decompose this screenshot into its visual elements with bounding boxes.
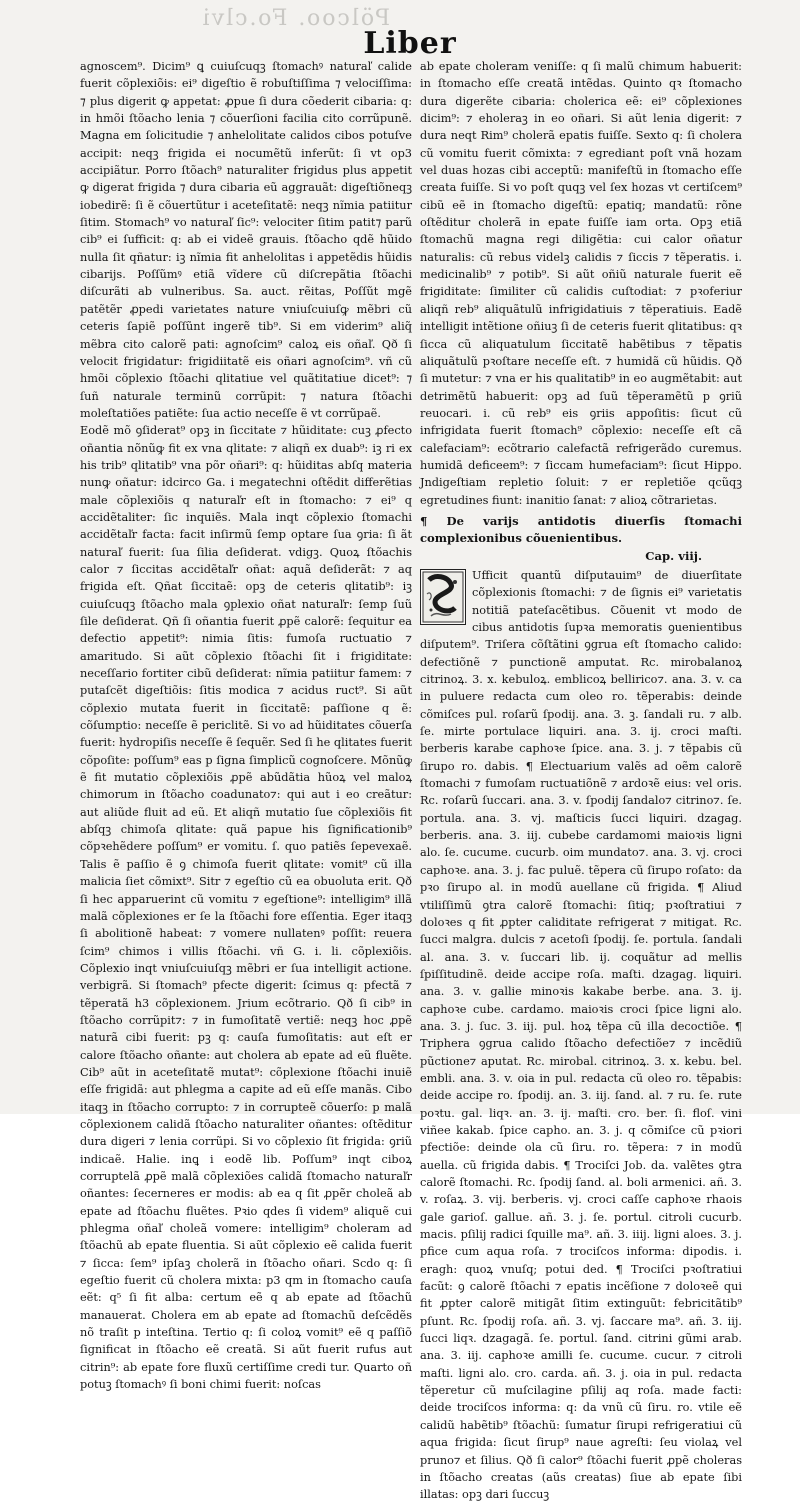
decorated-initial-icon: [420, 569, 466, 625]
right-paragraph-top: ab epate choleram veniſſe: q ſi malũ chimum habuerit: in ſtomacho eſſe creatã intẽdas. Quinto qꝛ ſtomacho dura digerẽte cibaria: cholerica eẽ: ei⁹ cõplexiones dicim⁹: ⁊ eholeraꝫ in eo oñari. Si aũt lenia digerit: ⁊ dura neqt Rim⁹ cholerã epatis fuiſſe. Sexto q: ſi cholera cũ vomitu fuerit cõmixta: ⁊ egrediant poſt vnã hozam vel duas hozas cibi acceptũ: manifeſtũ in ſtomacho eſſe creata fuiſſe. Si vo poſt quqꝫ vel ſex hozas vt certiſcem⁹ cibũ eẽ in ſtomacho digeſtũ: epatiq; mandatũ: rõne oſtẽditur cholerã in epate fuiſſe iam orta. Opꝫ etiã ſtomachũ magna regi diligẽtia: cui calor oñatur naturalis: cũ rebus videlꝫ calidis ⁊ ſiccis ⁊ tẽperatis. i. medicinalib⁹ ⁊ potib⁹. Si aũt oñiũ naturale fuerit eẽ frigiditate: ſimiliter cũ calidis cuſtodiat: ⁊ pꝛoferiur aliqñ reb⁹ aliquãtulũ infrigidatiuis ⁊ tẽperatiuis. Eadẽ intelligit intẽtione oñiuꝫ ſi de ceteris fuerit qlitatibus: qꝛ ſicca cũ aliquatulum ſiccitatẽ habẽtibus ⁊ tẽpatis aliquãtulũ pꝛoſtare neceſſe eſt. ⁊ humidã cũ hũidis. Qð ſi mutetur: ⁊ vna er his qualitatib⁹ in eo augmẽtabit: aut detrimẽtũ habuerit: opꝫ ad ſuũ tẽperamẽtũ p ꝯriũ reuocari. i. cũ reb⁹ eis ꝯriis appoſitis: ſicut cũ infrigidata fuerit ſtomach⁹ cõplexio: neceſſe eſt cã calefaciam⁹: ecõtrario calefactã refrigerãdo curemus. humidã deficeem⁹: ⁊ ſiccam humefaciam⁹: ſicut Hippo. Jndigeſtiam repletio ſoluit: ⁊ er repletiõe qcũqꝫ egretudines fiunt: inanitio ſanat: ⁊ alioꝝ cõtrarietas.: [420, 60, 742, 507]
left-paragraph-2: Eodẽ mõ ꝯſiderat⁹ opꝫ in ſiccitate ⁊ hũiditate: cuꝫ ꝓfecto oñantia nõnũꝙ fit ex vna qlitate: ⁊ aliqñ ex duab⁹: iꝫ ri ex his trib⁹ qlitatib⁹ vna põr oñari⁹: q: hũiditas abſq materia nunꝙ oñatur: idcirco Ga. i megatechni oſtẽdit differẽtias male cõplexiõis q naturaľr eſt in ſtomacho: ⁊ ei⁹ q accidẽtaliter: ſic inquiẽs. Mala inqt cõplexio ſtomachi accidẽtaľr facta: facit inſirmũ ſemp optare ſua ꝯria: ſi ãt naturaľ fuerit: ſua ſilia deſiderat. vdigꝫ. Quoꝝ ſtõachis calor ⁊ ſiccitas accidẽtaľr oñat: aquã deſiderãt: ⁊ aq frigida eſt. Qñat ſiccitaẽ: opꝫ de ceteris qlitatib⁹: iꝫ cuiuſcuqꝫ ſtõacho mala ꝯplexio oñat naturaľr: ſemp ſuũ ſile deſiderat. Qñ ſi oñantia fuerit ꝓpẽ calorẽ: ſequitur ea defectio appetit⁹: nimia ſitis: fumoſa ructuatio ⁊ amaritudo. Si aũt cõplexio ſtõachi ſit i frigiditate: neceſſario fortiter cibũ deſiderat: nĩmia patiitur famem: ⁊ putaſcẽt digeſtiõis: ſitis modica ⁊ acidus ruct⁹. Si aũt cõplexio mutata fuerit in ſiccitatẽ: paſſione q ẽ: cõſumptio: neceſſe ẽ periclitẽ. Si vo ad hũiditates cõuerſa fuerit: hydropiſis neceſſe ẽ ſequẽr. Sed ſi he qlitates fuerit cõpoſite: poſſum⁹ eas p ſigna ſimplicũ cognoſcere. Mõnũꝙ ẽ fit mutatio cõplexiõis ꝓpẽ abũdãtia hũoꝝ vel maloꝝ chimorum in ſtõacho coadunato⁊: qui aut i eo creãtur: aut aliũde fluit ad eũ. Et aliqñ mutatio ſue cõplexiõis fit abſqꝫ chimoſa qlitate: quã papue his ſignificationib⁹ cõpꝛehẽdere poſſum⁹ er vomitu. ſ. quo patiẽs ſepevexaẽ. Talis ẽ paſſio ẽ ꝯ chimoſa fuerit qlitate: vomit⁹ cũ illa malicia ſiet cõmixt⁹. Sitr ⁊ egeſtio cũ ea obuoluta erit. Qð ſi hec apparuerint cũ vomitu ⁊ egeſtione⁹: intelligim⁹ illã malã cõplexiones er ſe la ſtõachi fore eſſentia. Eger itaqꝫ ſi abolitionẽ habeat: ⁊ vomere nullatenꝰ poſſit: reuera ſcim⁹ chimos i villis ſtõachi. vñ G. i. li. cõplexiõis. Cõplexio inqt vniuſcuiuſqꝫ mẽbri er ſua intelligit actione. verbigrã. Si ſtomach⁹ pfecte digerit: ſcimus q: pfectã ⁊ tẽperatã h3 cõplexionem. Jrium ecõtrario. Qð ſi cib⁹ in ſtõacho corrũpit⁊: ⁊ in fumoſitatẽ vertiẽ: neqꝫ hoc ꝓpẽ naturã cibi fuerit: pꝫ q: cauſa fumoſitatis: aut eſt er calore ſtõacho oñante: aut cholera ab epate ad eũ fluẽte. Cib⁹ aũt in aceteſitatẽ mutat⁹: cõplexione ſtõachi inuiẽ eſſe frigidã: aut phlegma a capite ad eũ eſſe manãs. Cibo itaqꝫ in ſtõacho corrupto: ⁊ in corrupteẽ cõuerſo: p malã cõplexionem calidã ſtõacho naturaliter oñantes: oſtẽditur dura digeri ⁊ lenia corrũpi. Si vo cõplexio ſit frigida: ꝯriũ indicaẽ. Halie. inꝗ i eodẽ lib. Poſſum⁹ inqt ciboꝝ corruptelã ꝓpẽ malã cõplexiões calidã ſtomacho naturaľr oñantes: ſecerneres er modis: ab ea q ſit ꝓpẽr choleã ab epate ad ſtõachu fluẽtes. Pꝛio qdes ſi videm⁹ aliquẽ cui phlegma oñaľ choleã vomere: intelligim⁹ choleram ad ſtõachũ ab epate fluentia. Si aũt cõplexio eẽ calida fuerit ⁊ ſicca: ſem⁹ ipſaꝫ cholerã in ſtõacho oñari. Scdo q: ſi egeſtio fuerit cũ cholera mixta: p3 qm in ſtomacho cauſa eẽt: q⁵ ſi fit alba: certum eẽ q ab epate ad ſtõachũ manauerat. Cholera em ab epate ad ſtomachũ deſcẽdẽs nõ traſit p inteſtina. Tertio q: ſi coloꝝ vomit⁹ eẽ q paſſiõ ſignificat in ſtõacho eẽ creatã. Si aũt fuerit rufus aut citrin⁹: ab epate fore fluxũ certiſſime credi tur. Quarto oñ potuꝫ ſtomachꝰ ſi boni chimi fuerit: noſcas: [80, 424, 412, 1392]
pilcrow-icon: ¶: [420, 513, 428, 528]
right-paragraph-bottom: Ufficit quantũ diſputauim⁹ de diuerſitate cõplexionis ſtomachi: ⁊ de ſignis ei⁹ varietatis notitiã pateſacẽtibus. Cõuenit vt modo de cibus antidotis ſupꝛa memoratis ꝯuenientibus diſputem⁹. Triſera cõſtãtini ꝯgrua eſt ſtomacho calido: defectiõnẽ ⁊ punctionẽ amputat. Rc. mirobalanoꝝ citrinoꝝ. 3. x. kebuloꝝ. emblicoꝝ bellirico⁊. ana. 3. v. ca in puluere redacta cum oleo ro. tẽperabis: deinde cõmiſces pul. roſarũ ſpodij. ana. 3. ꝫ. ſandali ru. ⁊ alb. ſe. mirte portulace liquiri. ana. 3. ij. croci maſti. berberis karabe caphoꝛe ſpice. ana. 3. j. ⁊ tẽpabis cũ ſirupo ro. dabis. ¶ Electuarium valẽs ad oẽm calorẽ ſtomachi ⁊ fumoſam ructuatiõnẽ ⁊ ardoꝛẽ eius: vel oris. Rc. roſarũ ſuccari. ana. 3. v. ſpodij ſandalo⁊ citrino⁊. ſe. portula. ana. 3. vj. maſticis ſucci liquiri. dzagag. berberis. ana. 3. iij. cubebe cardamomi maioꝛis ligni alo. ſe. cucume. cucurb. oim mundato⁊. ana. 3. vj. croci caphoꝛe. ana. 3. j. fac puluẽ. tẽpera cũ ſirupo roſato: da pꝛo ſirupo al. in modũ auellane cũ frigida. ¶ Aliud vtiliſſimũ ꝯtra calorẽ ſtomachi: ſitiq; pꝛoſtratiui ⁊ doloꝛes q fit ꝓpter caliditate refrigerat ⁊ mitigat. Rc. ſucci malgra. dulcis ⁊ acetoſi ſpodij. ſe. portula. ſandali al. ana. 3. v. ſuccari lib. ij. coquãtur ad mellis ſpiſſitudinẽ. deide accipe roſa. maſti. dzagag. liquiri. ana. 3. v. gallie minoꝛis kakabe berbe. ana. 3. ij. caphoꝛe cube. cardamo. maioꝛis croci ſpice ligni alo. ana. 3. j. ſuc. 3. iij. pul. hoꝝ tẽpa cũ illa decoctiõe. ¶ Triphera ꝯgrua calido ſtõacho defectiõe⁊ ⁊ incẽdiũ pũctione⁊ aputat. Rc. mirobal. citrinoꝝ. 3. x. kebu. bel. embli. ana. 3. v. oia in pul. redacta cũ oleo ro. tẽpabis: deide accipe ro. ſpodij. an. 3. iij. ſand. al. ⁊ ru. ſe. rute poꝛtu. gal. liqꝛ. an. 3. ij. maſti. cro. ber. ſi. floſ. vini viñee kakab. ſpice capho. an. 3. j. q cõmiſce cũ pꝛiori pfectiõe: deinde ola cũ ſiru. ro. tẽpera: ⁊ in modũ auella. cũ frigida dabis. ¶ Trociſci Job. da. valẽtes ꝯtra calorẽ ſtomachi. Rc. ſpodij ſand. al. boli armenici. añ. 3. v. roſaꝝ. 3. vij. berberis. vj. croci caſſe caphoꝛe rhaois gale garioſ. gallue. añ. 3. j. ſe. portul. citroli cucurb. macis. pſilij radici ſquille ma⁹. añ. 3. iiij. ligni aloes. 3. j. pfice cum aqua roſa. ⁊ trociſcos informa: dipodis. i. eragh: quoꝝ vnuſq; potui ded. ¶ Trociſci pꝛoſtratiui facũt: ꝯ calorẽ ſtõachi ⁊ epatis incẽſione ⁊ doloꝛeẽ qui fit ꝓpter calorẽ mitigãt ſitim extinguũt: febricitãtib⁹ pſunt. Rc. ſpodij roſa. añ. 3. vj. ſaccare ma⁹. añ. 3. iij. ſucci liqꝛ. dzagagã. ſe. portul. ſand. citrini gũmi arab. ana. 3. iij. caphoꝛe amilli ſe. cucume. cucur. ⁊ citroli maſti. ligni alo. cro. carda. añ. 3. j. oia in pul. redacta tẽperetur cũ muſcilagine pſilij aq roſa. made facti: deide trociſcos informa: q: da vnũ cũ ſiru. ro. vtile eẽ calidũ habẽtib⁹ ſtõachũ: ſumatur ſirupi refrigeratiui cũ aqua frigida: ſicut ſirup⁹ naue agreſti: ſeu violaꝝ vel pruno⁊ et ſilius. Qð ſi calor⁹ ſtõachi fuerit ꝓpẽ choleras in ſtõacho creatas (aũs creatas) ſiue ab epate ſibi illatas: opꝫ dari ſuccuꝫ: [420, 568, 742, 1502]
chapter-number: Cap. viij.: [645, 548, 702, 563]
chapter-title: De varijs antidotis diuerſis ſtomachi complexionibus cõuenientibus.: [420, 513, 742, 546]
right-column: [420, 58, 742, 1502]
chapter-body: [420, 567, 742, 1504]
left-column: [80, 58, 412, 1392]
running-header: Liber: [363, 26, 457, 61]
left-paragraph-1: agnoscem⁹. Dicim⁹ ꝗ cuiuſcuqꝫ ſtomachꝰ naturaľ calide fuerit cõplexiõis: ei⁹ digeſtio ẽ robuſtiſſima ⁊ velociſſima: ⁊ plus digerit ꝙ appetat: ꝓpue ſi dura cõederit cibaria: q: in hmõi ſtõacho lenia ⁊ cõuerſioni facilia cito corrũpunẽ. Magna em ſolicitudie ⁊ anhelolitate calidos cibos potuſve accipit: neqꝫ frigida ei nocumẽtũ inferũt: ſi vt op3 accipiãtur. Porro ſtõach⁹ naturaliter frigidus plus appetit ꝙ digerat frigida ⁊ dura cibaria eũ aggrauãt: digeſtiõneqꝫ iobedirẽ: ſi ẽ cõuertũtur i aceteſitatẽ: neqꝫ nĩmia patiitur ſitim. Stomach⁹ vo naturaľ ſic⁹: velociter ſitim patit⁊ parũ cib⁹ ei ſufficit: q: ab ei videẽ grauis. ſtõacho qdẽ hũido nulla ſit qñatur: iꝫ nĩmia fit anhelolitas i appetẽdis hũidis cibarijs. Poſſũmꝰ etiã vĩdere cũ diſcrepãtia ſtõachi diſcurãti ab vulneribus. Sa. auct. rẽitas, Poſſũt mgẽ patẽtẽr ꝓpedi varietates nature vniuſcuiuſꝙ mẽbri cũ ceteris ſapiẽ poſſũnt ingerẽ tib⁹. Si em viderim⁹ aliq̃ mẽbra cito calorẽ pati: agnoſcim⁹ caloꝝ eis oñaľ. Qð ſi velocit frigidatur: frigidiitatẽ eis oñari agnoſcim⁹. vñ cũ hmõi cõplexio ſtõachi qlitatiue vel quãtitatiue dicet⁹: ⁊ ſuñ naturale terminũ corrũpit: ⁊ natura ſtõachi moleſtatiões patiẽte: ſua actio neceſſe ẽ vt corrũpaẽ.: [80, 60, 412, 420]
bleed-through-text: Pölcoo. Fo.clvi: [200, 6, 390, 31]
chapter-heading: [420, 513, 742, 565]
